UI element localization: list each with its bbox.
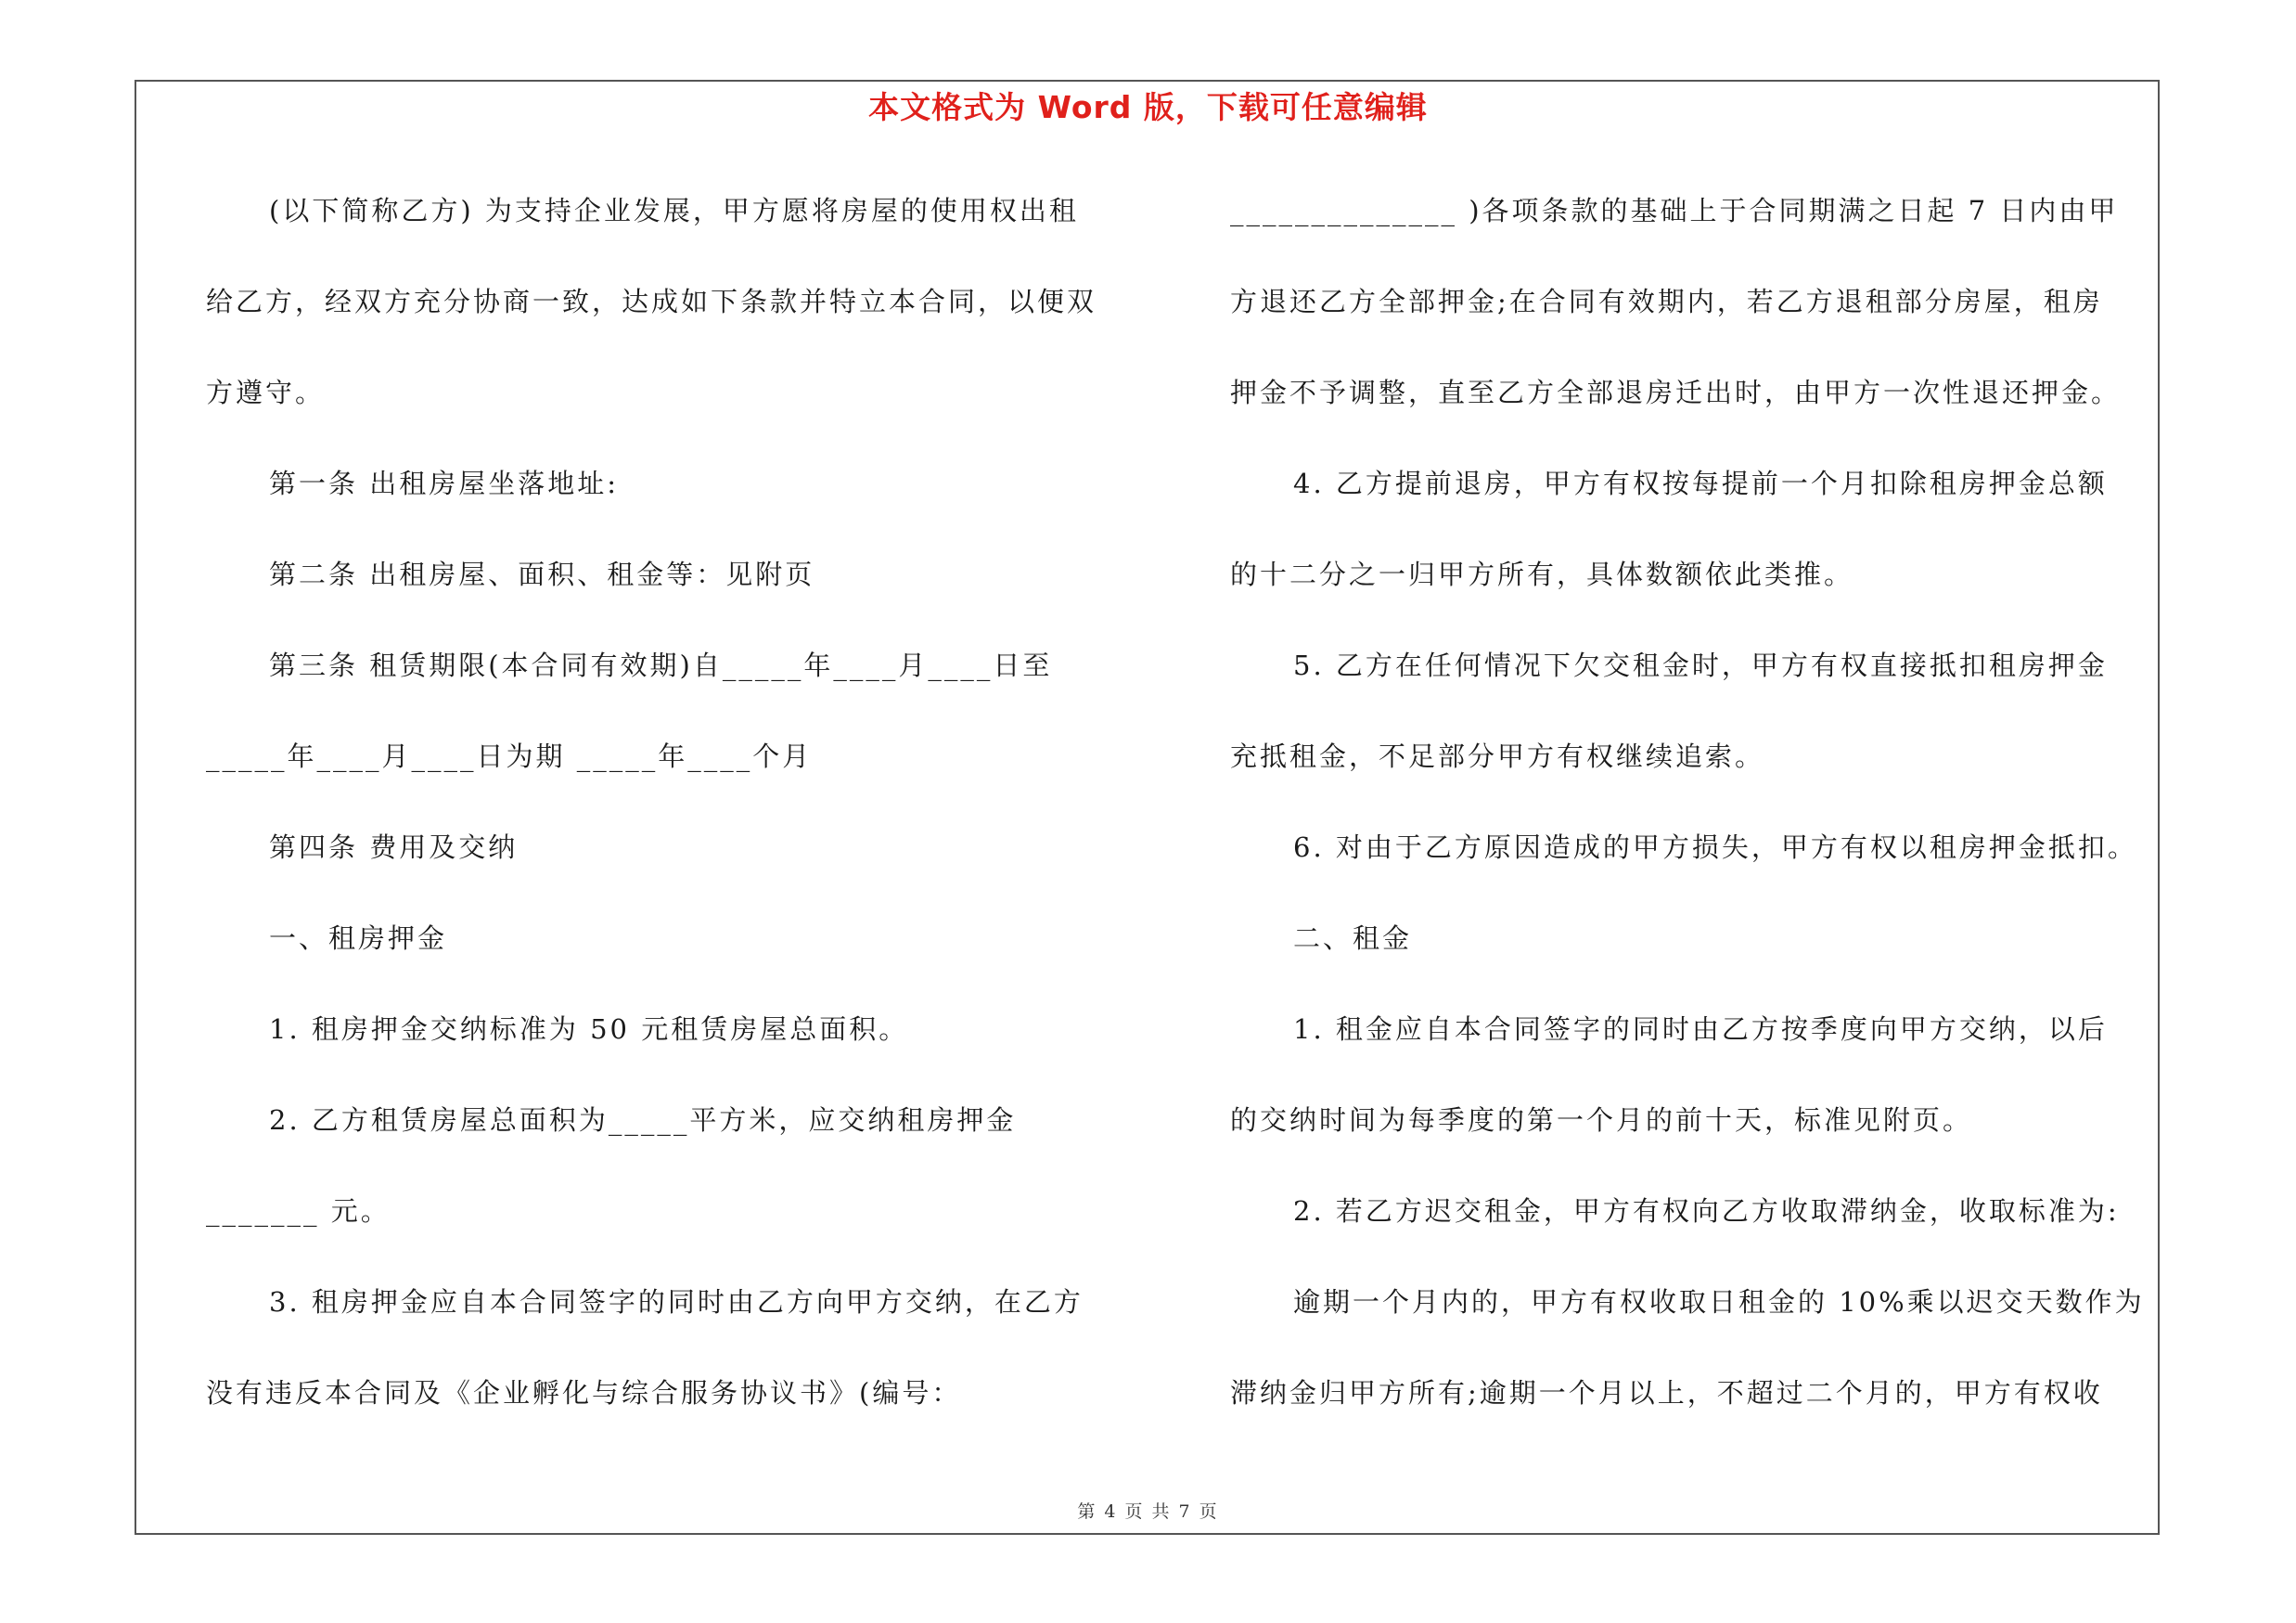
paragraph-line: 给乙方，经双方充分协商一致，达成如下条款并特立本合同，以便双 bbox=[206, 286, 1097, 317]
paragraph-line: 第一条 出租房屋坐落地址: bbox=[269, 468, 619, 499]
paragraph-line: _____年____月____日为期 _____年____个月 bbox=[206, 741, 813, 772]
paragraph-line: 第四条 费用及交纳 bbox=[269, 831, 519, 863]
left-text-column bbox=[206, 182, 1143, 1455]
paragraph-line: 第二条 出租房屋、面积、租金等：见附页 bbox=[269, 559, 815, 590]
paragraph-line: 一、租房押金 bbox=[269, 922, 448, 954]
paragraph-line: 滞纳金归甲方所有;逾期一个月以上，不超过二个月的，甲方有权收 bbox=[1230, 1377, 2103, 1409]
paragraph-line: 1. 租金应自本合同签字的同时由乙方按季度向甲方交纳，以后 bbox=[1293, 1013, 2108, 1045]
paragraph-line: 第三条 租赁期限(本合同有效期)自_____年____月____日至 bbox=[269, 650, 1053, 681]
paragraph-line: 3. 租房押金应自本合同签字的同时由乙方向甲方交纳，在乙方 bbox=[269, 1286, 1084, 1318]
right-text-column bbox=[1230, 182, 2167, 1455]
paragraph-line: 押金不予调整，直至乙方全部退房迁出时，由甲方一次性退还押金。 bbox=[1230, 377, 2122, 408]
paragraph-line: 没有违反本合同及《企业孵化与综合服务协议书》(编号： bbox=[206, 1377, 962, 1409]
page-number-footer: 第 4 页 共 7 页 bbox=[1077, 1501, 1219, 1522]
paragraph-line: 的十二分之一归甲方所有，具体数额依此类推。 bbox=[1230, 559, 1854, 590]
paragraph-line: _______ 元。 bbox=[206, 1195, 391, 1227]
word-format-banner: 本文格式为 Word 版，下载可任意编辑 bbox=[868, 89, 1428, 125]
paragraph-line: 的交纳时间为每季度的第一个月的前十天，标准见附页。 bbox=[1230, 1104, 1973, 1136]
paragraph-line: 充抵租金，不足部分甲方有权继续追索。 bbox=[1230, 741, 1765, 772]
paragraph-line: 6. 对由于乙方原因造成的甲方损失，甲方有权以租房押金抵扣。 bbox=[1293, 831, 2137, 863]
paragraph-line: 2. 若乙方迟交租金，甲方有权向乙方收取滞纳金，收取标准为: bbox=[1293, 1195, 2120, 1227]
paragraph-line: 方退还乙方全部押金;在合同有效期内，若乙方退租部分房屋，租房 bbox=[1230, 286, 2103, 317]
paragraph-line: 4. 乙方提前退房，甲方有权按每提前一个月扣除租房押金总额 bbox=[1293, 468, 2108, 499]
paragraph-line: 逾期一个月内的，甲方有权收取日租金的 10%乘以迟交天数作为 bbox=[1293, 1286, 2145, 1318]
paragraph-line: ______________ )各项条款的基础上于合同期满之日起 7 日内由甲 bbox=[1230, 195, 2119, 226]
paragraph-line: 5. 乙方在任何情况下欠交租金时，甲方有权直接抵扣租房押金 bbox=[1293, 650, 2108, 681]
paragraph-line: (以下简称乙方) 为支持企业发展，甲方愿将房屋的使用权出租 bbox=[269, 195, 1079, 226]
paragraph-line: 1. 租房押金交纳标准为 50 元租赁房屋总面积。 bbox=[269, 1013, 909, 1045]
paragraph-line: 二、租金 bbox=[1293, 922, 1413, 954]
paragraph-line: 方遵守。 bbox=[206, 377, 326, 408]
paragraph-line: 2. 乙方租赁房屋总面积为_____平方米，应交纳租房押金 bbox=[269, 1104, 1017, 1136]
